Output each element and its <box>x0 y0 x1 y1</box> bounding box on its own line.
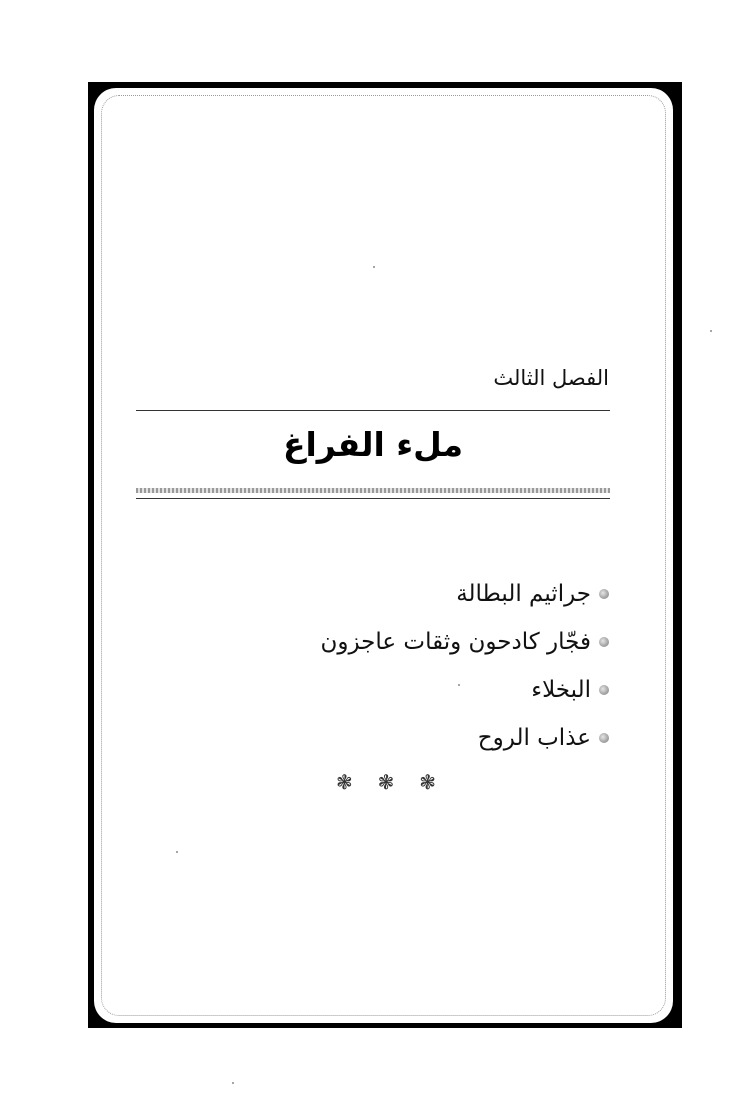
scan-speck <box>458 684 460 686</box>
title-top-rule <box>136 410 610 411</box>
scan-speck <box>710 330 712 332</box>
bullet-dot-icon <box>599 685 609 695</box>
contents-item <box>189 618 609 666</box>
flower-ornament-icon: ❃ <box>419 770 436 794</box>
contents-item-label: عذاب الروح <box>477 725 591 751</box>
bullet-dot-icon <box>599 589 609 599</box>
contents-list <box>189 570 609 762</box>
contents-item <box>189 570 609 618</box>
flower-ornament-icon: ❃ <box>336 770 353 794</box>
contents-item-label: جراثيم البطالة <box>456 581 591 607</box>
page-inner-dotted-border <box>101 95 666 1016</box>
scan-speck <box>232 1082 234 1084</box>
title-bottom-rule <box>136 498 610 499</box>
contents-item <box>189 666 609 714</box>
contents-item <box>189 714 609 762</box>
section-end-ornaments <box>336 772 436 792</box>
bullet-dot-icon <box>599 733 609 743</box>
scan-speck <box>176 851 178 853</box>
contents-item-label: البخلاء <box>531 677 591 703</box>
flower-ornament-icon: ❃ <box>377 770 395 794</box>
chapter-label: الفصل الثالث <box>493 366 609 390</box>
bullet-dot-icon <box>599 637 609 647</box>
chapter-title: ملء الفراغ <box>282 425 464 464</box>
scan-speck <box>373 266 375 268</box>
contents-item-label: فجّار كادحون وثقات عاجزون <box>320 629 591 655</box>
title-bottom-hatched-rule <box>136 488 610 493</box>
